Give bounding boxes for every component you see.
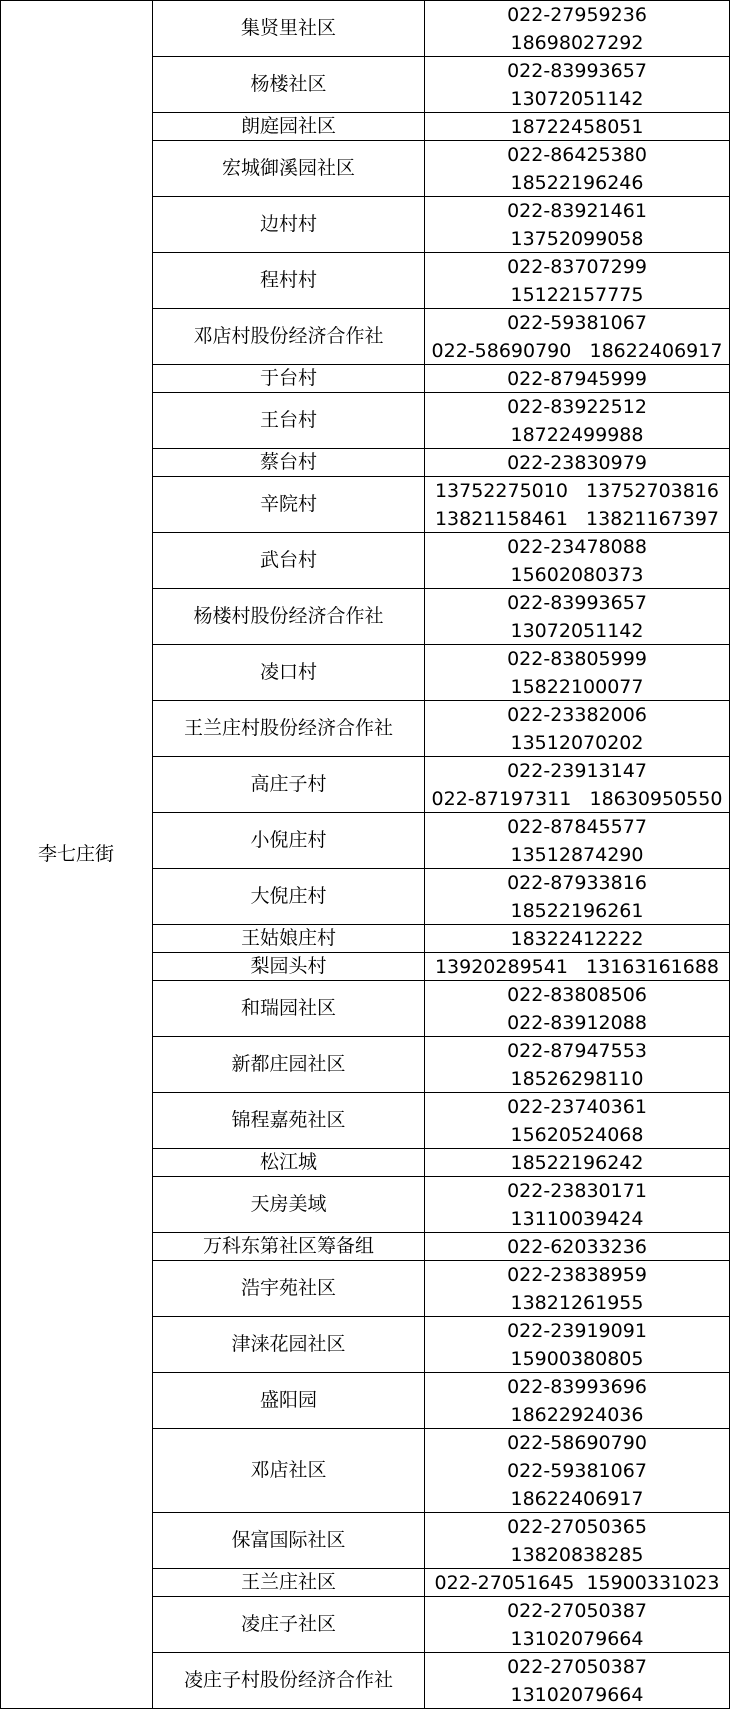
phone-cell — [425, 1513, 729, 1568]
phone-number: 13821158461 13821167397 — [434, 507, 720, 530]
phone-number: 022-23382006 — [507, 703, 647, 726]
phone-number: 022-23913147 — [507, 759, 647, 782]
community-name-cell — [153, 253, 424, 308]
phone-number: 022-27959236 — [507, 3, 647, 26]
phone-cell — [425, 449, 729, 476]
community-name-cell — [153, 1653, 424, 1708]
phone-number: 022-23478088 — [507, 535, 647, 558]
phone-cell — [425, 533, 729, 588]
phone-cell — [425, 1177, 729, 1232]
phone-cell — [425, 141, 729, 196]
community-name-cell — [153, 1037, 424, 1092]
phone-cell — [425, 1, 729, 56]
community-name: 和瑞园社区 — [240, 996, 336, 1019]
community-name-cell — [153, 701, 424, 756]
community-name: 朗庭园社区 — [240, 114, 336, 137]
phone-number: 022-83808506 — [507, 983, 647, 1006]
community-name-cell — [153, 925, 424, 952]
phone-number: 022-59381067 — [507, 1459, 647, 1482]
community-name-cell — [153, 1429, 424, 1512]
phone-cell — [425, 869, 729, 924]
phone-number: 18522196261 — [510, 899, 644, 922]
street-name-cell — [1, 1, 151, 1708]
community-name-cell — [153, 1513, 424, 1568]
phone-number: 022-86425380 — [507, 143, 647, 166]
phone-cell — [425, 393, 729, 448]
community-name: 于台村 — [259, 366, 317, 389]
community-name-cell — [153, 141, 424, 196]
phone-number: 022-83993657 — [507, 591, 647, 614]
phone-number: 18522196246 — [510, 171, 644, 194]
community-name: 凌口村 — [259, 660, 317, 683]
phone-number: 18322412222 — [510, 927, 644, 950]
community-name: 王兰庄社区 — [240, 1570, 336, 1593]
phone-cell — [425, 113, 729, 140]
phone-cell — [425, 1093, 729, 1148]
community-name-cell — [153, 113, 424, 140]
phone-cell — [425, 1317, 729, 1372]
phone-number: 022-83805999 — [507, 647, 647, 670]
phone-number: 13821261955 — [510, 1291, 644, 1314]
community-name: 边村村 — [259, 212, 317, 235]
phone-cell — [425, 1037, 729, 1092]
phone-number: 13102079664 — [510, 1683, 644, 1706]
phone-number: 13102079664 — [510, 1627, 644, 1650]
phone-number: 18722499988 — [510, 423, 644, 446]
community-name: 保富国际社区 — [231, 1528, 346, 1551]
phone-cell — [425, 253, 729, 308]
community-name: 新都庄园社区 — [231, 1052, 346, 1075]
community-name-cell — [153, 1177, 424, 1232]
community-name: 宏城御溪园社区 — [221, 156, 355, 179]
community-name-cell — [153, 1093, 424, 1148]
phone-number: 022-23919091 — [507, 1319, 647, 1342]
phone-cell — [425, 757, 729, 812]
phone-number: 18622924036 — [510, 1403, 644, 1426]
community-name: 王兰庄村股份经济合作社 — [183, 716, 393, 739]
community-name-cell — [153, 1597, 424, 1652]
phone-number: 022-83912088 — [507, 1011, 647, 1034]
phone-number: 022-87845577 — [507, 815, 647, 838]
community-name: 武台村 — [259, 548, 317, 571]
community-name-cell — [153, 1317, 424, 1372]
phone-cell — [425, 1569, 729, 1596]
community-name: 蔡台村 — [259, 450, 317, 473]
community-name-cell — [153, 953, 424, 980]
community-name: 王台村 — [259, 408, 317, 431]
community-name-cell — [153, 365, 424, 392]
community-name: 小倪庄村 — [250, 828, 327, 851]
phone-number: 022-27050387 — [507, 1655, 647, 1678]
phone-number: 022-23830979 — [507, 451, 647, 474]
phone-cell — [425, 1233, 729, 1260]
phone-cell — [425, 981, 729, 1036]
community-name: 锦程嘉苑社区 — [231, 1108, 346, 1131]
phone-number: 022-87197311 18630950550 — [431, 787, 723, 810]
phone-cell — [425, 197, 729, 252]
phone-number: 13752275010 13752703816 — [434, 479, 720, 502]
community-name-cell — [153, 589, 424, 644]
community-name-cell — [153, 309, 424, 364]
phone-number: 18722458051 — [510, 115, 644, 138]
phone-number: 15602080373 — [510, 563, 644, 586]
community-name: 杨楼村股份经济合作社 — [193, 604, 384, 627]
phone-number: 15900380805 — [510, 1347, 644, 1370]
phone-cell — [425, 925, 729, 952]
community-name-cell — [153, 1261, 424, 1316]
community-name-cell — [153, 869, 424, 924]
phone-cell — [425, 1373, 729, 1428]
phone-number: 18698027292 — [510, 31, 644, 54]
phone-number: 022-27051645 15900331023 — [434, 1571, 720, 1594]
community-name-cell — [153, 57, 424, 112]
phone-number: 022-23838959 — [507, 1263, 647, 1286]
phone-number: 022-83993657 — [507, 59, 647, 82]
community-name: 杨楼社区 — [250, 72, 327, 95]
community-name: 邓店村股份经济合作社 — [193, 324, 384, 347]
phone-number: 022-23830171 — [507, 1179, 647, 1202]
phone-number: 022-27050365 — [507, 1515, 647, 1538]
phone-number: 022-27050387 — [507, 1599, 647, 1622]
community-name-cell — [153, 449, 424, 476]
phone-number: 022-59381067 — [507, 311, 647, 334]
community-name-cell — [153, 645, 424, 700]
phone-number: 13920289541 13163161688 — [434, 955, 720, 978]
phone-number: 022-58690790 — [507, 1431, 647, 1454]
phone-cell — [425, 701, 729, 756]
community-name-cell — [153, 197, 424, 252]
street-name: 李七庄街 — [37, 842, 114, 865]
community-name: 津涞花园社区 — [231, 1332, 346, 1355]
phone-number: 13072051142 — [510, 619, 644, 642]
community-name-cell — [153, 1569, 424, 1596]
community-name: 高庄子村 — [250, 772, 327, 795]
phone-cell — [425, 365, 729, 392]
phone-number: 18526298110 — [510, 1067, 644, 1090]
phone-number: 15122157775 — [510, 283, 644, 306]
phone-cell — [425, 645, 729, 700]
community-name: 集贤里社区 — [240, 16, 336, 39]
phone-cell — [425, 1429, 729, 1512]
community-name-cell — [153, 477, 424, 532]
phone-number: 022-23740361 — [507, 1095, 647, 1118]
phone-number: 022-87933816 — [507, 871, 647, 894]
table-left-border — [0, 0, 1, 1709]
community-name: 梨园头村 — [250, 954, 327, 977]
phone-number: 022-58690790 18622406917 — [431, 339, 723, 362]
phone-number: 13820838285 — [510, 1543, 644, 1566]
phone-cell — [425, 1149, 729, 1176]
community-name: 凌庄子村股份经济合作社 — [183, 1668, 393, 1691]
community-name-cell — [153, 533, 424, 588]
phone-cell — [425, 1653, 729, 1708]
phone-number: 022-83921461 — [507, 199, 647, 222]
community-name: 松江城 — [259, 1150, 317, 1173]
phone-cell — [425, 953, 729, 980]
community-name: 程村村 — [259, 268, 317, 291]
community-name-cell — [153, 1149, 424, 1176]
community-name: 浩宇苑社区 — [240, 1276, 336, 1299]
community-name: 凌庄子社区 — [240, 1612, 336, 1635]
phone-cell — [425, 1261, 729, 1316]
phone-number: 13512874290 — [510, 843, 644, 866]
phone-number: 022-87945999 — [507, 367, 647, 390]
phone-number: 18522196242 — [510, 1151, 644, 1174]
community-name: 万科东第社区筹备组 — [202, 1234, 374, 1257]
phone-number: 13512070202 — [510, 731, 644, 754]
phone-cell — [425, 1597, 729, 1652]
community-name-cell — [153, 981, 424, 1036]
phone-cell — [425, 813, 729, 868]
phone-number: 13072051142 — [510, 87, 644, 110]
community-name-cell — [153, 757, 424, 812]
phone-number: 022-62033236 — [507, 1235, 647, 1258]
community-name-cell — [153, 1, 424, 56]
phone-number: 18622406917 — [510, 1487, 644, 1510]
phone-number: 13752099058 — [510, 227, 644, 250]
community-name-cell — [153, 1233, 424, 1260]
community-name: 辛院村 — [259, 492, 317, 515]
phone-cell — [425, 477, 729, 532]
community-name: 邓店社区 — [250, 1458, 327, 1481]
community-name: 盛阳园 — [259, 1388, 317, 1411]
community-name-cell — [153, 813, 424, 868]
community-name-cell — [153, 1373, 424, 1428]
phone-number: 15822100077 — [510, 675, 644, 698]
phone-number: 022-83707299 — [507, 255, 647, 278]
phone-number: 022-83922512 — [507, 395, 647, 418]
phone-number: 13110039424 — [510, 1207, 644, 1230]
phone-cell — [425, 309, 729, 364]
phone-cell — [425, 589, 729, 644]
phone-number: 15620524068 — [510, 1123, 644, 1146]
phone-number: 022-87947553 — [507, 1039, 647, 1062]
community-name: 大倪庄村 — [250, 884, 327, 907]
phone-number: 022-83993696 — [507, 1375, 647, 1398]
community-name: 王姑娘庄村 — [240, 926, 336, 949]
community-name: 天房美域 — [250, 1192, 327, 1215]
community-name-cell — [153, 393, 424, 448]
phone-cell — [425, 57, 729, 112]
